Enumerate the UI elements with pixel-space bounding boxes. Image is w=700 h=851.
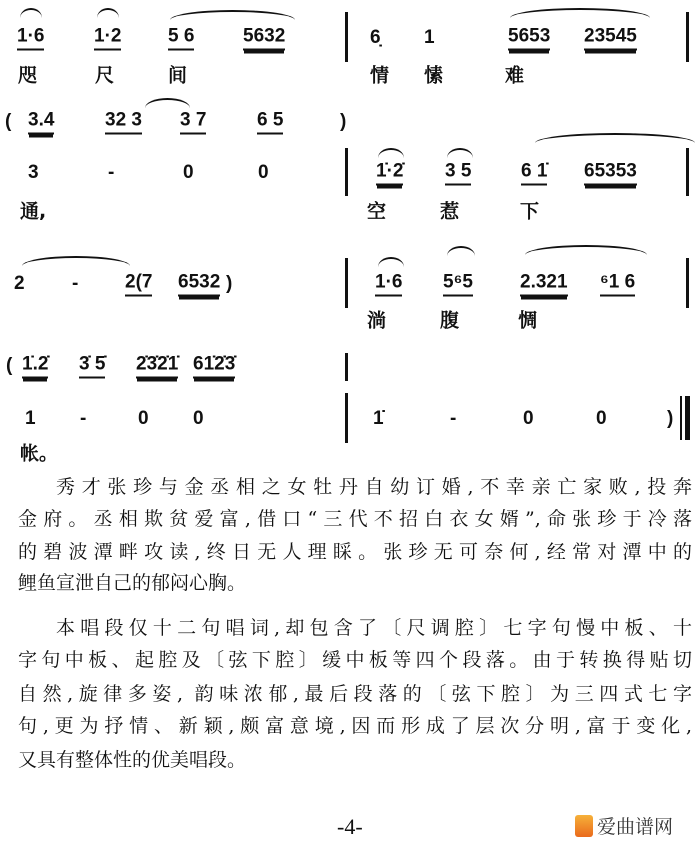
note: 1 (25, 408, 36, 429)
note: 0 (596, 408, 607, 429)
note: 5 6 (168, 26, 194, 51)
note: 65353 (584, 161, 637, 186)
note: 6 5 (257, 110, 283, 135)
music-note-logo-icon (575, 815, 593, 837)
slur (510, 8, 650, 18)
note: 5653 (508, 26, 550, 51)
note: 1 (424, 27, 435, 48)
barline (686, 12, 689, 62)
note: 0 (138, 408, 149, 429)
barline (345, 148, 348, 196)
slur (447, 246, 475, 256)
note: 2 (14, 273, 25, 294)
note: 6 1̇ (521, 161, 547, 186)
slur (97, 8, 119, 18)
slur (378, 257, 404, 267)
barline (345, 12, 348, 62)
note: - (72, 273, 79, 294)
lyric: 难 (505, 64, 525, 87)
note: 0 (193, 408, 204, 429)
paragraph-line: 句,更为抒情、新颖,颇富意境,因而形成了层次分明,富于变化, (18, 715, 692, 737)
paragraph-line: 自然,旋律多姿, 韵味浓郁,最后段落的〔弦下腔〕为三四式七字 (18, 683, 692, 705)
lyric: 尺 (95, 64, 115, 87)
barline (686, 258, 689, 308)
watermark-text: 爱曲谱网 (597, 816, 674, 838)
note: 3 5 (445, 161, 471, 186)
slur (447, 148, 473, 158)
note: 1̇.2̇ (22, 354, 48, 379)
lyric: 惆 (518, 309, 538, 332)
slur (170, 10, 295, 20)
watermark (575, 812, 673, 839)
note: ⁶1 6 (600, 272, 635, 297)
barline (345, 258, 348, 308)
paragraph-line: 的碧波潭畔攻读,终日无人理睬。张珍无可奈何,经常对潭中的 (18, 541, 692, 563)
slur (525, 245, 647, 255)
barline (345, 393, 348, 443)
lyric: 空 (367, 200, 387, 223)
final-barline-thick (685, 396, 690, 440)
page-number: -4- (337, 814, 363, 839)
note: - (108, 162, 115, 183)
lyric: 通, (20, 200, 47, 223)
lyric: 帐。 (20, 442, 59, 465)
note: - (450, 408, 457, 429)
barline (686, 148, 689, 196)
note: - (80, 408, 87, 429)
final-barline-thin (680, 396, 682, 440)
note: 0 (258, 162, 269, 183)
lyric: 淌 (367, 309, 387, 332)
barline (345, 353, 348, 381)
note: 5632 (243, 26, 285, 51)
lyric: 间 (168, 64, 188, 87)
lyric: 情 (370, 64, 390, 87)
bracket-close: ) (226, 273, 233, 294)
slur (145, 98, 190, 108)
note: 2̇3̇2̇1̇ (136, 354, 178, 379)
note: 1̇ (373, 408, 384, 429)
note: 0 (523, 408, 534, 429)
paragraph-line: 鲤鱼宣泄自己的郁闷心胸。 (18, 572, 247, 594)
paragraph-line: 金府。丞相欺贫爱富,借口“三代不招白衣女婿”,命张珍于冷落 (18, 508, 692, 530)
note: 1·6 (375, 272, 402, 297)
lyric: 下 (520, 200, 540, 223)
note: 1·2 (94, 26, 121, 51)
note: 2.321 (520, 272, 568, 297)
paragraph-line: 字句中板、起腔及〔弦下腔〕缓中板等四个段落。由于转换得贴切 (18, 649, 692, 671)
note: 0 (183, 162, 194, 183)
lyric: 咫 (18, 64, 38, 87)
note: 6̣ (370, 27, 381, 48)
bracket-open: ( (6, 355, 13, 376)
paragraph-line: 秀才张珍与金丞相之女牡丹自幼订婚,不幸亲亡家败,投奔 (56, 476, 692, 498)
note: 23545 (584, 26, 637, 51)
bracket-open: ( (5, 111, 12, 132)
note: 3̇ 5̇ (79, 354, 105, 379)
slur (535, 133, 695, 143)
slur (378, 148, 404, 158)
note: 3 (28, 162, 39, 183)
note: 1·6 (17, 26, 44, 51)
lyric: 腹 (440, 309, 460, 332)
note: 3.4 (28, 110, 54, 135)
slur (22, 256, 130, 266)
note: 1̇·2̇ (376, 161, 403, 186)
note: 61̇2̇3̇ (193, 354, 235, 379)
paragraph-line: 本唱段仅十二句唱词,却包含了〔尺调腔〕七字句慢中板、十 (56, 617, 692, 639)
note: 32 3 (105, 110, 142, 135)
paragraph-line: 又具有整体性的优美唱段。 (18, 749, 247, 771)
note: 5⁶5 (443, 272, 473, 297)
bracket-close: ) (667, 408, 674, 429)
note: 2(7 (125, 272, 152, 297)
note: 3 7 (180, 110, 206, 135)
slur (20, 8, 42, 18)
bracket-close: ) (340, 111, 347, 132)
lyric: 惹 (440, 200, 460, 223)
lyric: 愫 (424, 64, 444, 87)
note: 6532 (178, 272, 220, 297)
